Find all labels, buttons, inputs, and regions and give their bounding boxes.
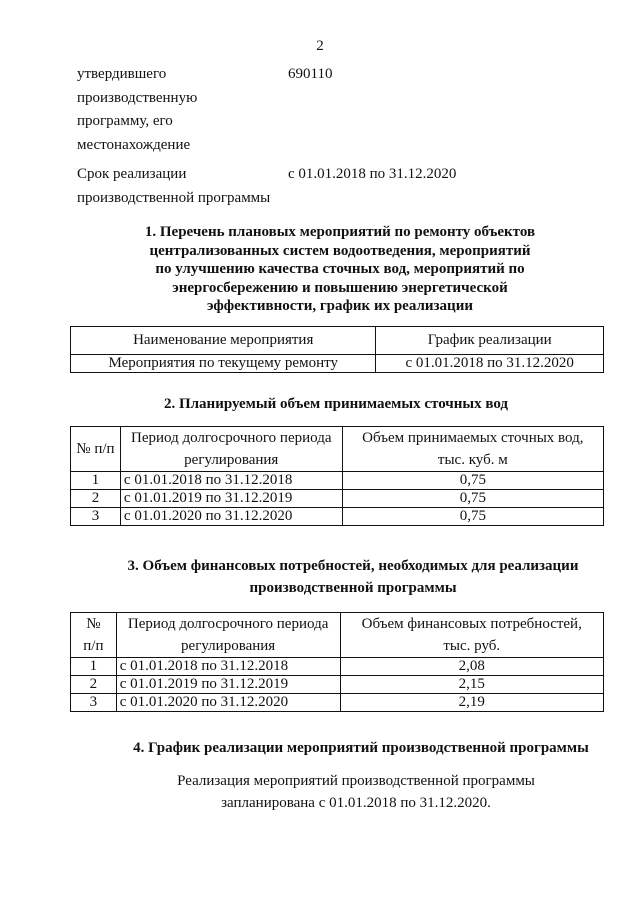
header-cell-line: Объем принимаемых сточных вод, [362,430,584,446]
table-cell: с 01.01.2018 по 31.12.2018 [116,658,340,676]
approver-label-line: производственную [77,89,198,106]
header-cell-line: № [86,616,101,632]
table-row [71,508,604,526]
header-cell [342,427,603,472]
approver-label-line: местонахождение [77,136,191,153]
table-row [71,490,604,508]
section4-title: 4. График реализации мероприятий производственной программы [133,740,589,756]
table-cell: 3 [71,694,117,712]
section3-title-line: производственной программы [249,580,457,596]
section2-table [70,426,604,526]
section2-title: 2. Планируемый объем принимаемых сточных вод [163,396,509,412]
approver-label-line: программу, его [77,113,173,129]
header-cell-line: Объем финансовых потребностей, [361,616,582,632]
table-header-row [71,327,604,355]
table-cell: 3 [71,508,121,526]
table-cell: 0,75 [342,490,603,508]
header-cell-line: Период долгосрочного периода [131,430,332,446]
term-label-line: Срок реализации [77,166,187,182]
section3-title-line: 3. Объем финансовых потребностей, необходимых для реализации [127,558,579,574]
approver-label [77,63,197,157]
section1-table [70,326,604,373]
header-cell [71,613,117,658]
header-cell-line: Период долгосрочного периода [127,616,329,632]
approver-label-line: утвердившего [77,66,167,82]
table-cell: с 01.01.2018 по 31.12.2018 [120,472,342,490]
section1-title [0,223,640,316]
header-cell-line: регулирования [181,638,276,654]
table-cell: 2 [71,490,121,508]
section1-title-line: по улучшению качества сточных вод, мероприятий по [155,261,525,277]
page-number: 2 [316,38,324,54]
term-value: с 01.01.2018 по 31.12.2020 [288,166,457,182]
header-cell: График реализации [376,327,604,355]
header-cell [120,427,342,472]
section1-title-line: энергосбережению и повышению энергетической [172,279,508,296]
table-row [71,694,604,712]
header-cell-line: тыс. куб. м [437,452,508,468]
table-cell: 2,08 [340,658,604,676]
table-cell: 0,75 [342,508,603,526]
table-row [71,676,604,694]
term-label [77,163,270,210]
header-cell [116,613,340,658]
table-header-row [71,613,604,658]
table-cell: с 01.01.2020 по 31.12.2020 [120,508,342,526]
section1-title-line: централизованных систем водоотведения, мероприятий [149,242,531,259]
table-cell: 1 [71,472,121,490]
header-cell [340,613,604,658]
section4-text-line: запланирована с 01.01.2018 по 31.12.2020. [221,795,491,811]
table-cell: с 01.01.2020 по 31.12.2020 [116,694,340,712]
table-row [71,658,604,676]
table-row [71,355,604,373]
table-row [71,472,604,490]
table-cell: 0,75 [342,472,603,490]
section1-title-line: 1. Перечень плановых мероприятий по ремонту объектов [144,224,536,240]
table-cell: Мероприятия по текущему ремонту [71,355,376,373]
table-cell: 2,15 [340,676,604,694]
header-cell: № п/п [71,427,121,472]
header-cell-line: регулирования [184,452,279,468]
section3-title [0,555,640,599]
table-cell: с 01.01.2018 по 31.12.2020 [376,355,604,373]
section4-text-line: Реализация мероприятий производственной программы [177,773,535,789]
table-cell: 1 [71,658,117,676]
table-cell: 2 [71,676,117,694]
header-cell-line: тыс. руб. [443,638,501,654]
table-cell: 2,19 [340,694,604,712]
header-cell-line: п/п [83,638,104,654]
section4-text [0,770,640,814]
approver-value: 690110 [288,66,333,82]
table-header-row [71,427,604,472]
header-cell: Наименование мероприятия [71,327,376,355]
table-cell: с 01.01.2019 по 31.12.2019 [116,676,340,694]
term-label-line: производственной программы [77,189,271,206]
section1-title-line: эффективности, график их реализации [207,298,473,314]
section3-table [70,612,604,712]
table-cell: с 01.01.2019 по 31.12.2019 [120,490,342,508]
